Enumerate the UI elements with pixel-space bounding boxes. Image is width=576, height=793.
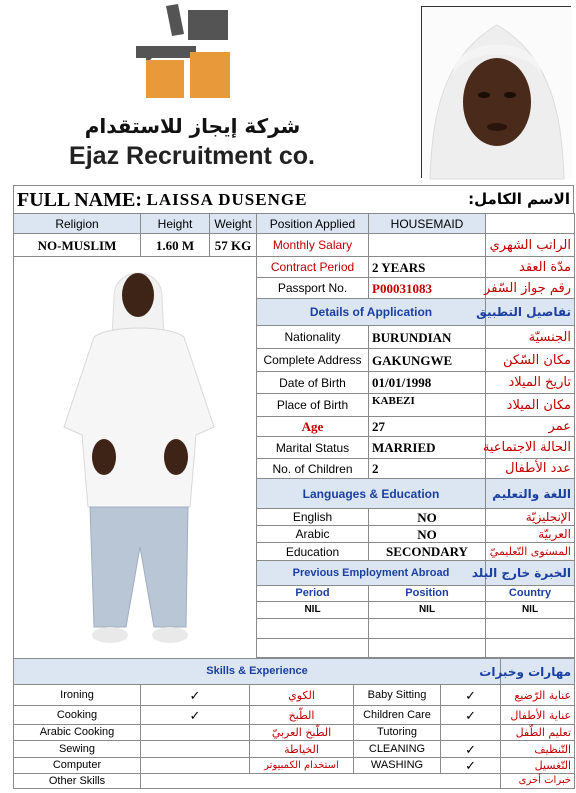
- skill-computer-label: Computer: [14, 758, 141, 774]
- skill-computer-check: [141, 758, 250, 774]
- candidate-headshot: [421, 6, 571, 178]
- religion-value: NO-MUSLIM: [14, 234, 141, 257]
- address-label: Complete Address: [257, 349, 369, 372]
- contract-period-value: 2 YEARS: [369, 257, 486, 278]
- address-value: GAKUNGWE: [369, 349, 486, 372]
- height-header: Height: [141, 214, 210, 234]
- skill-other-value: [141, 774, 501, 789]
- passport-label-arabic: رقم جواز السّفر: [486, 278, 575, 299]
- employment-empty-cell: [486, 619, 575, 639]
- age-value: 27: [369, 417, 486, 437]
- skill-computer-label-arabic: استخدام الكمبيوتر: [250, 758, 354, 774]
- monthly-salary-label-arabic: الراتب الشهري: [486, 234, 575, 257]
- skill-sewing-label: Sewing: [14, 741, 141, 758]
- employment-empty-cell: [369, 639, 486, 658]
- skill-cleaning-label-arabic: التّنظيف: [501, 741, 575, 758]
- skill-sewing-label-arabic: الخياطة: [250, 741, 354, 758]
- english-value: NO: [369, 509, 486, 526]
- skill-ironing-label: Ironing: [14, 685, 141, 706]
- skill-cooking-check: ✓: [141, 706, 250, 725]
- arabic-label: Arabic: [257, 526, 369, 543]
- application-details-table: [256, 213, 575, 658]
- skill-baby-sitting-check: ✓: [441, 685, 501, 706]
- skills-table: [13, 658, 575, 789]
- address-label-arabic: مكان السّكن: [486, 349, 575, 372]
- employment-country-value: NIL: [486, 602, 575, 619]
- skill-other-label: Other Skills: [14, 774, 141, 789]
- contract-period-label-arabic: مدّة العقد: [486, 257, 575, 278]
- employment-period-header: Period: [257, 586, 369, 602]
- place-of-birth-label: Place of Birth: [257, 394, 369, 417]
- employment-country-header: Country: [486, 586, 575, 602]
- contract-period-label: Contract Period: [257, 257, 369, 278]
- age-label: Age: [257, 417, 369, 437]
- weight-value: 57 KG: [210, 234, 257, 257]
- skill-arabic-cooking-check: [141, 725, 250, 741]
- company-name-english: Ejaz Recruitment co.: [69, 142, 315, 170]
- skill-arabic-cooking-label: Arabic Cooking: [14, 725, 141, 741]
- english-label-arabic: الإنجليزيّة: [486, 509, 575, 526]
- marital-status-label: Marital Status: [257, 437, 369, 459]
- skill-children-care-label: Children Care: [354, 706, 441, 725]
- details-section-title: Details of Application: [257, 299, 486, 326]
- employment-empty-cell: [257, 619, 369, 639]
- full-name-label-arabic: الاسم الكامل:: [474, 186, 574, 214]
- passport-value: P00031083: [369, 278, 486, 299]
- company-name-arabic: شركة إيجاز للاستقدام: [84, 114, 301, 138]
- full-name-value: LAISSA DUSENGE: [144, 186, 474, 214]
- skill-washing-check: ✓: [441, 758, 501, 774]
- position-applied-value: HOUSEMAID: [369, 214, 486, 234]
- passport-label: Passport No.: [257, 278, 369, 299]
- monthly-salary-value: [369, 234, 486, 257]
- religion-header: Religion: [14, 214, 141, 234]
- nationality-label-arabic: الجنسيّة: [486, 326, 575, 349]
- employment-section-title-arabic: الخبرة خارج البلد: [486, 561, 575, 586]
- arabic-value: NO: [369, 526, 486, 543]
- skill-baby-sitting-label: Baby Sitting: [354, 685, 441, 706]
- employment-position-value: NIL: [369, 602, 486, 619]
- skill-cleaning-label: CLEANING: [354, 741, 441, 758]
- skill-other-label-arabic: خبرات أخرى: [501, 774, 575, 789]
- skill-washing-label: WASHING: [354, 758, 441, 774]
- employment-position-header: Position: [369, 586, 486, 602]
- company-logo-icon: [136, 4, 236, 104]
- full-name-table: [13, 185, 574, 214]
- dob-label: Date of Birth: [257, 372, 369, 394]
- children-value: 2: [369, 459, 486, 479]
- skill-sewing-check: [141, 741, 250, 758]
- skill-cooking-label: Cooking: [14, 706, 141, 725]
- employment-section-title: Previous Employment Abroad: [257, 561, 486, 586]
- skill-cleaning-check: ✓: [441, 741, 501, 758]
- candidate-full-body-photo: [13, 256, 256, 658]
- place-of-birth-value: KABEZI: [369, 394, 486, 417]
- children-label: No. of Children: [257, 459, 369, 479]
- skill-washing-label-arabic: التّغسيل: [501, 758, 575, 774]
- children-label-arabic: عدد الأطفال: [486, 459, 575, 479]
- arabic-label-arabic: العربيّة: [486, 526, 575, 543]
- monthly-salary-label: Monthly Salary: [257, 234, 369, 257]
- height-value: 1.60 M: [141, 234, 210, 257]
- marital-status-value: MARRIED: [369, 437, 486, 459]
- skill-tutoring-check: [441, 725, 501, 741]
- skill-children-care-check: ✓: [441, 706, 501, 725]
- dob-label-arabic: تاريخ الميلاد: [486, 372, 575, 394]
- position-applied-label: Position Applied: [257, 214, 369, 234]
- skill-tutoring-label-arabic: تعليم الطّفل: [501, 725, 575, 741]
- employment-period-value: NIL: [257, 602, 369, 619]
- employment-empty-cell: [486, 639, 575, 658]
- education-value: SECONDARY: [369, 543, 486, 561]
- marital-status-label-arabic: الحالة الاجتماعية: [486, 437, 575, 459]
- place-of-birth-label-arabic: مكان الميلاد: [486, 394, 575, 417]
- skill-baby-sitting-label-arabic: عناية الرّضيع: [501, 685, 575, 706]
- nationality-value: BURUNDIAN: [369, 326, 486, 349]
- skills-section-title: Skills & Experience: [14, 659, 501, 685]
- full-name-label: FULL NAME:: [14, 186, 144, 214]
- nationality-label: Nationality: [257, 326, 369, 349]
- skill-ironing-label-arabic: الكوي: [250, 685, 354, 706]
- languages-section-title: Languages & Education: [257, 479, 486, 509]
- skill-arabic-cooking-label-arabic: الطّبخ العربيّ: [250, 725, 354, 741]
- languages-section-title-arabic: اللغة والتعليم: [486, 479, 575, 509]
- basic-info-table: [13, 213, 257, 257]
- skills-section-title-arabic: مهارات وخبرات: [501, 659, 575, 685]
- employment-empty-cell: [257, 639, 369, 658]
- education-label: Education: [257, 543, 369, 561]
- dob-value: 01/01/1998: [369, 372, 486, 394]
- age-label-arabic: عمر: [486, 417, 575, 437]
- employment-empty-cell: [369, 619, 486, 639]
- skill-children-care-label-arabic: عناية الأطفال: [501, 706, 575, 725]
- education-label-arabic: المستوى التّعليميّ: [486, 543, 575, 561]
- english-label: English: [257, 509, 369, 526]
- weight-header: Weight: [210, 214, 257, 234]
- skill-cooking-label-arabic: الطّبخ: [250, 706, 354, 725]
- skill-ironing-check: ✓: [141, 685, 250, 706]
- skill-tutoring-label: Tutoring: [354, 725, 441, 741]
- details-section-title-arabic: تفاصيل التطبيق: [486, 299, 575, 326]
